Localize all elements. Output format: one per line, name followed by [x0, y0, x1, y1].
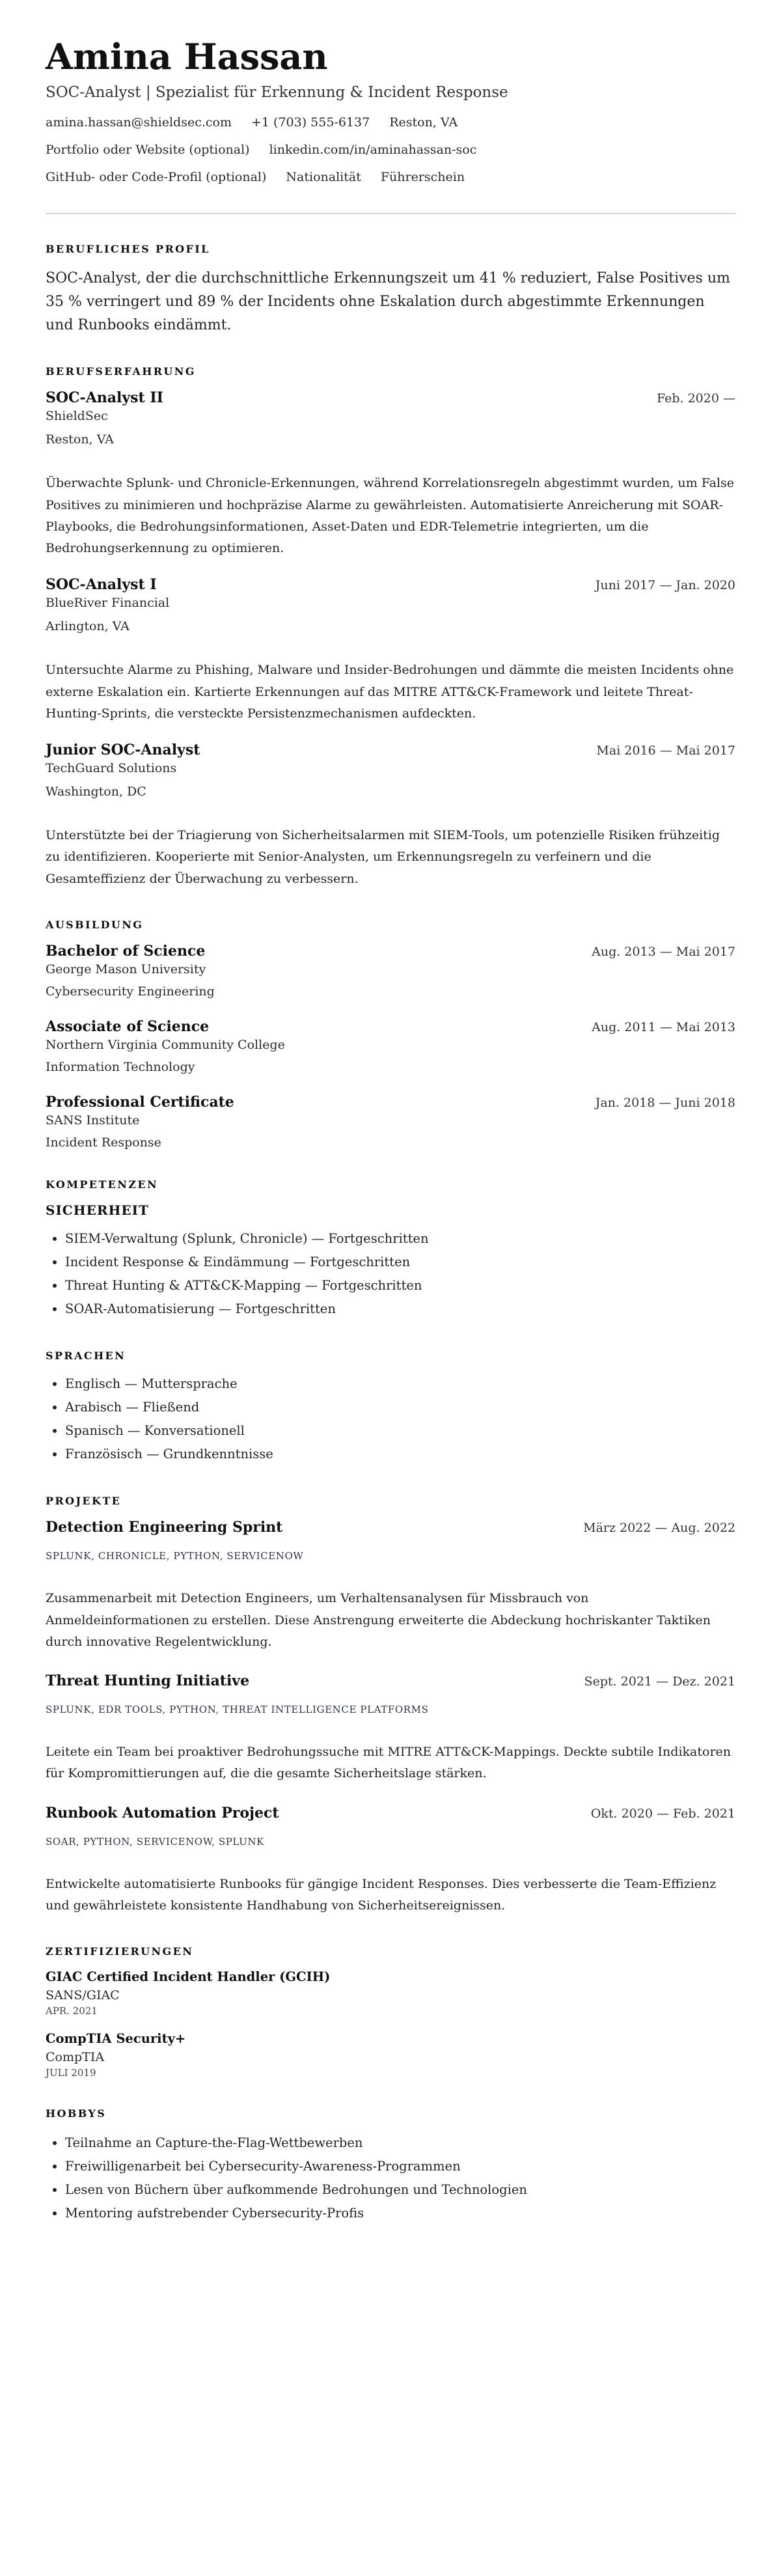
profile-summary: SOC-Analyst, der die durchschnittliche Erkennungszeit um 41 % reduziert, False Positives um 35 % verringert und 89 % der Incidents ohne Eskalation durch abgestimmte Erkennungen und Runbooks eindämmt.	[46, 270, 730, 333]
section-title-experience: BERUFSERFAHRUNG	[46, 365, 196, 378]
contact-email[interactable]: amina.hassan@shieldsec.com	[46, 115, 232, 130]
job-company: ShieldSec	[46, 409, 108, 424]
section-title-skills: KOMPETENZEN	[46, 1178, 158, 1191]
certification-date: APR. 2021	[46, 2005, 98, 2017]
skill-item: • Incident Response & Eindämmung — Fortgeschritten	[65, 1251, 735, 1274]
experience-entry	[46, 576, 735, 725]
contact-row-2	[46, 143, 735, 157]
section-title-certifications: ZERTIFIZIERUNGEN	[46, 1945, 194, 1958]
contact-row-3	[46, 170, 735, 184]
degree-title: Bachelor of Science	[46, 942, 206, 960]
section-projects	[46, 1495, 735, 1917]
school-name: SANS Institute	[46, 1113, 140, 1128]
section-title-education: AUSBILDUNG	[46, 918, 144, 931]
hobby-item: • Freiwilligenarbeit bei Cybersecurity-Awareness-Programmen	[65, 2155, 735, 2178]
job-title: SOC-Analyst II	[46, 389, 163, 407]
contact-row-1	[46, 115, 735, 130]
degree-dates: Aug. 2013 — Mai 2017	[592, 944, 735, 959]
job-location: Reston, VA	[46, 432, 114, 447]
project-name: Detection Engineering Sprint	[46, 1519, 283, 1536]
project-name: Runbook Automation Project	[46, 1804, 279, 1821]
project-dates: Sept. 2021 — Dez. 2021	[584, 1674, 735, 1689]
job-dates: Juni 2017 — Jan. 2020	[595, 578, 735, 593]
languages-title: SPRACHEN	[46, 1350, 126, 1363]
certification-date: JULI 2019	[46, 2067, 96, 2079]
degree-title: Professional Certificate	[46, 1093, 234, 1111]
project-description: Leitete ein Team bei proaktiver Bedrohungssuche mit MITRE ATT&CK-Mappings. Deckte subtile Indikatoren für Kompromittierungen auf, die die gesamte Sicherheitslage stärken.	[46, 1745, 732, 1781]
project-tech-stack: SPLUNK, EDR TOOLS, PYTHON, THREAT INTELLIGENCE PLATFORMS	[46, 1704, 429, 1716]
experience-entry	[46, 389, 735, 559]
certification-entry	[46, 2031, 735, 2079]
hobby-item: • Mentoring aufstrebender Cybersecurity-Profis	[65, 2202, 735, 2225]
contact-linkedin[interactable]: linkedin.com/in/aminahassan-soc	[269, 143, 477, 158]
hobbies-list	[46, 2131, 735, 2225]
job-description: Überwachte Splunk- und Chronicle-Erkennungen, während Korrelationsregeln abgestimmt wurden, um False Positives zu minimieren und hochpräzise Alarme zu gewährleisten. Automatisierte Anreicherung mit SOAR-Playbooks, die Bedrohungsinformationen, Asset-Daten und EDR-Telemetrie integrierten, um die Bedrohungserkennung zu optimieren.	[46, 476, 735, 556]
language-item: • Französisch — Grundkenntnisse	[65, 1443, 735, 1466]
field-of-study: Information Technology	[46, 1059, 195, 1074]
contact-nationality: Nationalität	[286, 170, 361, 185]
project-description: Entwickelte automatisierte Runbooks für gängige Incident Responses. Dies verbesserte die Team-Effizienz und gewährleistete konsistente Handhabung von Sicherheitsereignissen.	[46, 1876, 717, 1913]
hobby-item: • Lesen von Büchern über aufkommende Bedrohungen und Technologien	[65, 2178, 735, 2202]
candidate-name: Amina Hassan	[46, 36, 328, 77]
project-name: Threat Hunting Initiative	[46, 1672, 250, 1690]
project-dates: Okt. 2020 — Feb. 2021	[590, 1806, 735, 1821]
certification-name: GIAC Certified Incident Handler (GCIH)	[46, 1969, 331, 1985]
section-education	[46, 919, 735, 1150]
job-company: BlueRiver Financial	[46, 596, 170, 611]
project-dates: März 2022 — Aug. 2022	[583, 1521, 735, 1536]
degree-dates: Aug. 2011 — Mai 2013	[592, 1019, 735, 1034]
language-item: • Englisch — Muttersprache	[65, 1372, 735, 1396]
section-experience	[46, 365, 735, 890]
degree-dates: Jan. 2018 — Juni 2018	[595, 1095, 735, 1110]
languages-list	[46, 1372, 735, 1466]
field-of-study: Cybersecurity Engineering	[46, 984, 215, 999]
school-name: George Mason University	[46, 962, 206, 976]
hobby-item: • Teilnahme an Capture-the-Flag-Wettbewerben	[65, 2131, 735, 2155]
certification-entry	[46, 1969, 735, 2017]
job-location: Washington, DC	[46, 784, 146, 799]
project-tech-stack: SOAR, PYTHON, SERVICENOW, SPLUNK	[46, 1835, 264, 1848]
project-entry	[46, 1519, 735, 1653]
contact-github[interactable]: GitHub- oder Code-Profil (optional)	[46, 170, 267, 185]
education-entry	[46, 943, 735, 999]
language-item: • Spanisch — Konversationell	[65, 1419, 735, 1443]
school-name: Northern Virginia Community College	[46, 1037, 285, 1052]
skill-group-title: SICHERHEIT	[46, 1202, 149, 1218]
skill-item: • Threat Hunting & ATT&CK-Mapping — Fortgeschritten	[65, 1274, 735, 1297]
project-entry	[46, 1805, 735, 1917]
job-dates: Feb. 2020 —	[656, 391, 735, 406]
job-title: Junior SOC-Analyst	[46, 741, 200, 759]
contact-drivers-license: Führerschein	[380, 170, 465, 185]
job-company: TechGuard Solutions	[46, 761, 177, 776]
skills-list	[46, 1227, 735, 1321]
skill-item: • SIEM-Verwaltung (Splunk, Chronicle) — Fortgeschritten	[65, 1227, 735, 1251]
contact-portfolio[interactable]: Portfolio oder Website (optional)	[46, 143, 250, 158]
job-dates: Mai 2016 — Mai 2017	[596, 743, 735, 758]
job-title: SOC-Analyst I	[46, 576, 157, 594]
field-of-study: Incident Response	[46, 1135, 161, 1150]
header-divider	[46, 213, 735, 214]
candidate-headline: SOC-Analyst | Spezialist für Erkennung & Incident Response	[46, 84, 508, 102]
section-profile	[46, 243, 735, 337]
section-title-projects: PROJEKTE	[46, 1495, 122, 1508]
experience-entry	[46, 741, 735, 890]
section-skills	[46, 1178, 735, 1467]
certification-issuer: SANS/GIAC	[46, 1988, 120, 2003]
resume-header	[46, 38, 735, 214]
education-entry	[46, 1094, 735, 1150]
certification-issuer: CompTIA	[46, 2050, 105, 2065]
language-item: • Arabisch — Fließend	[65, 1396, 735, 1419]
section-title-profile: BERUFLICHES PROFIL	[46, 243, 210, 256]
job-location: Arlington, VA	[46, 619, 130, 634]
job-description: Untersuchte Alarme zu Phishing, Malware und Insider-Bedrohungen und dämmte die meisten Incidents ohne externe Eskalation ein. Kartierte Erkennungen auf das MITRE ATT&CK-Framework und leitete Threat-Hunting-Sprints, die versteckte Persistenzmechanismen aufdeckten.	[46, 663, 734, 721]
skill-item: • SOAR-Automatisierung — Fortgeschritten	[65, 1297, 735, 1321]
project-entry	[46, 1672, 735, 1785]
contact-location: Reston, VA	[389, 115, 458, 130]
section-certifications	[46, 1945, 735, 2079]
section-hobbies	[46, 2107, 735, 2225]
degree-title: Associate of Science	[46, 1018, 210, 1035]
section-title-hobbies: HOBBYS	[46, 2107, 107, 2120]
project-tech-stack: SPLUNK, CHRONICLE, PYTHON, SERVICENOW	[46, 1550, 304, 1562]
project-description: Zusammenarbeit mit Detection Engineers, um Verhaltensanalysen für Missbrauch von Anmeldeinformationen zu erstellen. Diese Anstrengung erweiterte die Abdeckung hochriskanter Taktiken durch innovative Regelentwicklung.	[46, 1591, 711, 1649]
certification-name: CompTIA Security+	[46, 2031, 186, 2047]
job-description: Unterstützte bei der Triagierung von Sicherheitsalarmen mit SIEM-Tools, um potenzielle Risiken frühzeitig zu identifizieren. Kooperierte mit Senior-Analysten, um Erkennungsregeln zu verfeinern und die Gesamteffizienz der Überwachung zu verbessern.	[46, 828, 720, 886]
contact-phone[interactable]: +1 (703) 555-6137	[251, 115, 370, 130]
education-entry	[46, 1018, 735, 1074]
